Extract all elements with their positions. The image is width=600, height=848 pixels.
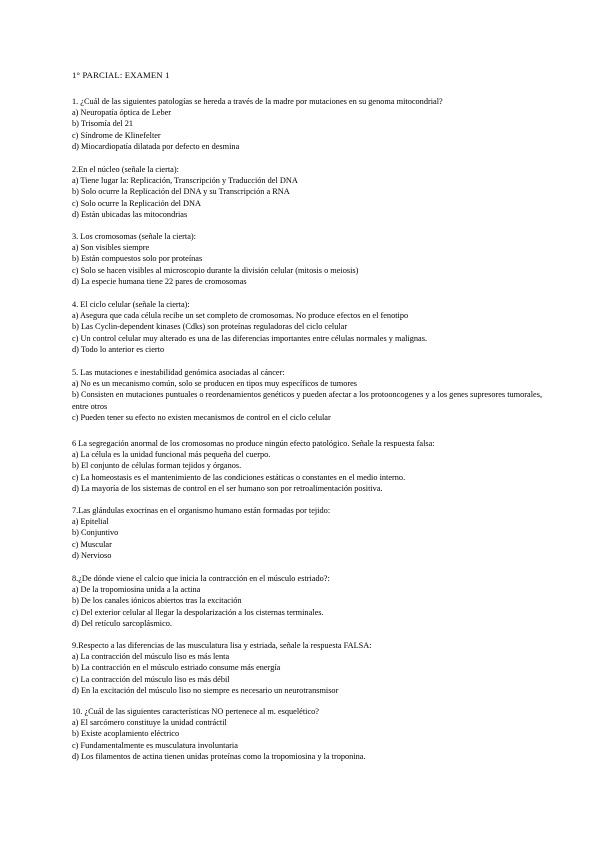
answer-option: b) El conjunto de células forman tejidos y órganos. xyxy=(72,461,242,471)
answer-option: a) La célula es la unidad funcional más pequeña del cuerpo. xyxy=(72,450,271,460)
question-2 xyxy=(72,164,547,220)
answer-option: b) Están compuestos solo por proteínas xyxy=(72,254,203,264)
answer-option: d) Están ubicadas las mitocondrias xyxy=(72,209,188,219)
question-7 xyxy=(72,505,547,561)
question-stem: 3. Los cromosomas (señale la cierta): xyxy=(72,232,196,241)
answer-option: a) De la tropomiosina unida a la actina xyxy=(72,585,201,595)
answer-option: d) Todo lo anterior es cierto xyxy=(72,344,165,354)
question-stem: 8.¿De dónde viene el calcio que inicia la contracción en el músculo estriado?: xyxy=(72,574,330,583)
answer-option: c) Solo ocurre la Replicación del DNA xyxy=(72,198,202,208)
question-stem: 6 La segregación anormal de los cromosomas no produce ningún efecto patológico. Señale la respuesta falsa: xyxy=(72,439,435,448)
question-stem: 5. Las mutaciones e inestabilidad genómica asociadas al cáncer: xyxy=(72,368,285,377)
question-8 xyxy=(72,573,547,629)
question-1 xyxy=(72,96,547,152)
answer-option: d) La mayoría de los sistemas de control en el ser humano son por retroalimentación positiva. xyxy=(72,483,383,493)
answer-option: d) Nervioso xyxy=(72,550,112,560)
answer-option: c) Fundamentalmente es musculatura involuntaria xyxy=(72,740,238,750)
answer-option: d) Del retículo sarcoplásmico. xyxy=(72,618,172,628)
answer-option: b) Existe acoplamiento eléctrico xyxy=(72,729,180,739)
answer-option: a) Asegura que cada célula recibe un set completo de cromosomas. No produce efectos en el fenotipo xyxy=(72,311,409,321)
answer-option: a) Tiene lugar la: Replicación, Transcripción y Traducción del DNA xyxy=(72,176,298,186)
answer-option: a) Neuropatía óptica de Leber xyxy=(72,108,172,118)
question-3 xyxy=(72,231,547,287)
answer-option: c) Un control celular muy alterado es una de las diferencias importantes entre células normales y malignas. xyxy=(72,333,428,343)
answer-option: d) En la excitación del músculo liso no siempre es necesario un neurotransmisor xyxy=(72,685,339,695)
answer-option: a) La contracción del músculo liso es más lenta xyxy=(72,652,230,662)
answer-option: c) Del exterior celular al llegar la despolarización a los cisternas terminales. xyxy=(72,607,324,617)
question-stem: 10. ¿Cuál de las siguientes características NO pertenece al m. esquelético? xyxy=(72,707,319,716)
answer-option: c) Muscular xyxy=(72,539,112,549)
answer-option: d) La especie humana tiene 22 pares de cromosomas xyxy=(72,276,247,286)
answer-option: c) La contracción del músculo liso es más débil xyxy=(72,674,230,684)
question-4 xyxy=(72,299,547,355)
question-5 xyxy=(72,367,547,423)
answer-option: b) Conjuntivo xyxy=(72,528,119,538)
answer-option: c) Síndrome de Klinefelter xyxy=(72,130,161,140)
question-9 xyxy=(72,640,547,696)
question-stem: 7.Las glándulas exocrinas en el organismo humano están formadas por tejido: xyxy=(72,506,331,515)
question-stem: 4. El ciclo celular (señale la cierta): xyxy=(72,300,190,309)
question-stem: 1. ¿Cuál de las siguientes patologías se hereda a través de la madre por mutaciones en su genoma mitocondrial? xyxy=(72,97,443,106)
question-stem: 2.En el núcleo (señale la cierta): xyxy=(72,165,179,174)
answer-option: b) Solo ocurre la Replicación del DNA y su Transcripción a RNA xyxy=(72,187,290,197)
answer-option: b) De los canales iónicos abiertos tras la excitación xyxy=(72,596,242,606)
answer-option: d) Miocardiopatía dilatada por defecto en desmina xyxy=(72,141,240,151)
question-6 xyxy=(72,438,547,494)
question-stem: 9.Respecto a las diferencias de las musculatura lisa y estriada, señale la respuesta FALSA: xyxy=(72,641,372,650)
answer-option: b) Las Cyclin-dependent kinases (Cdks) son proteínas reguladoras del ciclo celular xyxy=(72,322,348,332)
answer-option: a) El sarcómero constituye la unidad contráctil xyxy=(72,718,227,728)
answer-option: a) Son visibles siempre xyxy=(72,243,150,253)
answer-option: b) La contracción en el músculo estriado consume más energía xyxy=(72,663,281,673)
answer-option: b) Consisten en mutaciones puntuales o reordenamientos genéticos y pueden afectar a los protooncogenes y a los genes supresores tumorales, entre otros xyxy=(72,390,543,411)
answer-option: a) No es un mecanismo común, solo se producen en tipos muy específicos de tumores xyxy=(72,379,358,389)
question-10 xyxy=(72,706,547,762)
answer-option: c) La homeostasis es el mantenimiento de las condiciones estáticas o constantes en el medio interno. xyxy=(72,472,406,482)
answer-option: c) Pueden tener su efecto no existen mecanismos de control en el ciclo celular xyxy=(72,412,331,422)
exam-title: 1° PARCIAL: EXAMEN 1 xyxy=(72,70,170,80)
answer-option: a) Epitelial xyxy=(72,517,109,527)
answer-option: b) Trisomía del 21 xyxy=(72,119,134,129)
answer-option: d) Los filamentos de actina tienen unidas proteínas como la tropomiosina y la troponina. xyxy=(72,751,366,761)
answer-option: c) Solo se hacen visibles al microscopio durante la división celular (mitosis o meiosis) xyxy=(72,265,359,275)
